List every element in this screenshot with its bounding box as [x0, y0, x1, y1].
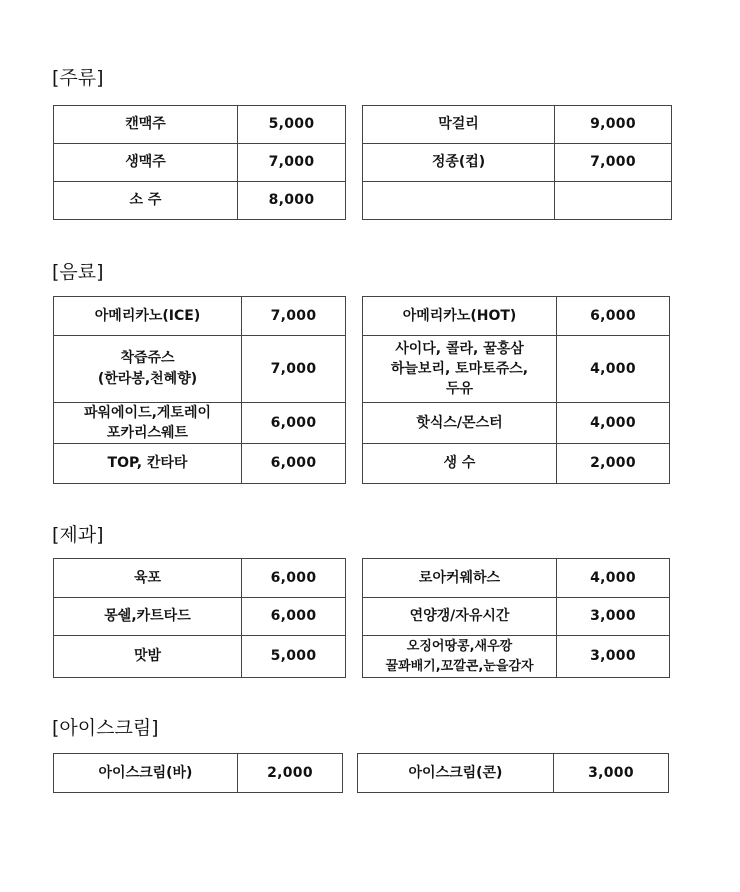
- item-name: 캔맥주: [54, 106, 238, 144]
- item-name: TOP, 칸타타: [54, 444, 242, 484]
- item-price: 6,000: [242, 598, 346, 636]
- table-row: [54, 559, 346, 598]
- item-name: 아메리카노(ICE): [54, 297, 242, 336]
- table-row: [363, 336, 670, 403]
- item-name: 생맥주: [54, 144, 238, 182]
- item-price: [555, 182, 672, 220]
- icecream-table-left: [53, 753, 343, 793]
- section-title-liquor: [주류]: [52, 67, 104, 89]
- item-name: 오징어땅콩,새우깡 꿀꽈배기,꼬깔콘,눈을감자: [363, 636, 557, 678]
- item-name: 아이스크림(바): [54, 754, 238, 793]
- table-row: [363, 106, 672, 144]
- table-row: [54, 598, 346, 636]
- item-name: 파워에이드,게토레이 포카리스웨트: [54, 403, 242, 444]
- item-price: 3,000: [557, 598, 670, 636]
- item-name: 착즙쥬스 (한라봉,천혜향): [54, 336, 242, 403]
- item-price: 2,000: [238, 754, 343, 793]
- icecream-table-right: [357, 753, 669, 793]
- item-price: 4,000: [557, 336, 670, 403]
- table-row: [54, 336, 346, 403]
- item-name: 연양갱/자유시간: [363, 598, 557, 636]
- liquor-table-right: [362, 105, 672, 220]
- item-name: 아메리카노(HOT): [363, 297, 557, 336]
- snacks-table-left: [53, 558, 346, 678]
- item-price: 7,000: [242, 297, 346, 336]
- item-name: 소 주: [54, 182, 238, 220]
- item-name: [363, 182, 555, 220]
- table-row: [363, 598, 670, 636]
- section-title-snacks: [제과]: [52, 524, 104, 546]
- item-price: 5,000: [242, 636, 346, 678]
- item-price: 3,000: [557, 636, 670, 678]
- table-row: [363, 144, 672, 182]
- item-price: 5,000: [238, 106, 346, 144]
- table-row: [363, 297, 670, 336]
- item-name: 맛밤: [54, 636, 242, 678]
- table-row: [54, 754, 343, 793]
- item-price: 6,000: [557, 297, 670, 336]
- table-row: [54, 106, 346, 144]
- item-price: 4,000: [557, 559, 670, 598]
- item-price: 6,000: [242, 559, 346, 598]
- table-row: [54, 403, 346, 444]
- item-price: 9,000: [555, 106, 672, 144]
- table-row: [54, 297, 346, 336]
- item-price: 4,000: [557, 403, 670, 444]
- table-row: [363, 182, 672, 220]
- item-price: 2,000: [557, 444, 670, 484]
- item-name: 정종(컵): [363, 144, 555, 182]
- item-price: 3,000: [554, 754, 669, 793]
- item-name: 육포: [54, 559, 242, 598]
- section-title-icecream: [아이스크림]: [52, 717, 159, 739]
- item-name: 생 수: [363, 444, 557, 484]
- item-name: 핫식스/몬스터: [363, 403, 557, 444]
- table-row: [363, 444, 670, 484]
- item-name: 막걸리: [363, 106, 555, 144]
- item-price: 8,000: [238, 182, 346, 220]
- section-title-drinks: [음료]: [52, 261, 104, 283]
- drinks-table-left: [53, 296, 346, 484]
- table-row: [54, 182, 346, 220]
- item-price: 7,000: [238, 144, 346, 182]
- item-name: 몽쉘,카트타드: [54, 598, 242, 636]
- item-name: 로아커웨하스: [363, 559, 557, 598]
- table-row: [54, 144, 346, 182]
- snacks-table-right: [362, 558, 670, 678]
- liquor-table-left: [53, 105, 346, 220]
- table-row: [54, 636, 346, 678]
- item-price: 6,000: [242, 444, 346, 484]
- item-name: 아이스크림(콘): [358, 754, 554, 793]
- item-price: 6,000: [242, 403, 346, 444]
- table-row: [363, 403, 670, 444]
- table-row: [363, 636, 670, 678]
- item-price: 7,000: [242, 336, 346, 403]
- item-name: 사이다, 콜라, 꿀홍삼 하늘보리, 토마토쥬스, 두유: [363, 336, 557, 403]
- table-row: [363, 559, 670, 598]
- drinks-table-right: [362, 296, 670, 484]
- item-price: 7,000: [555, 144, 672, 182]
- table-row: [54, 444, 346, 484]
- table-row: [358, 754, 669, 793]
